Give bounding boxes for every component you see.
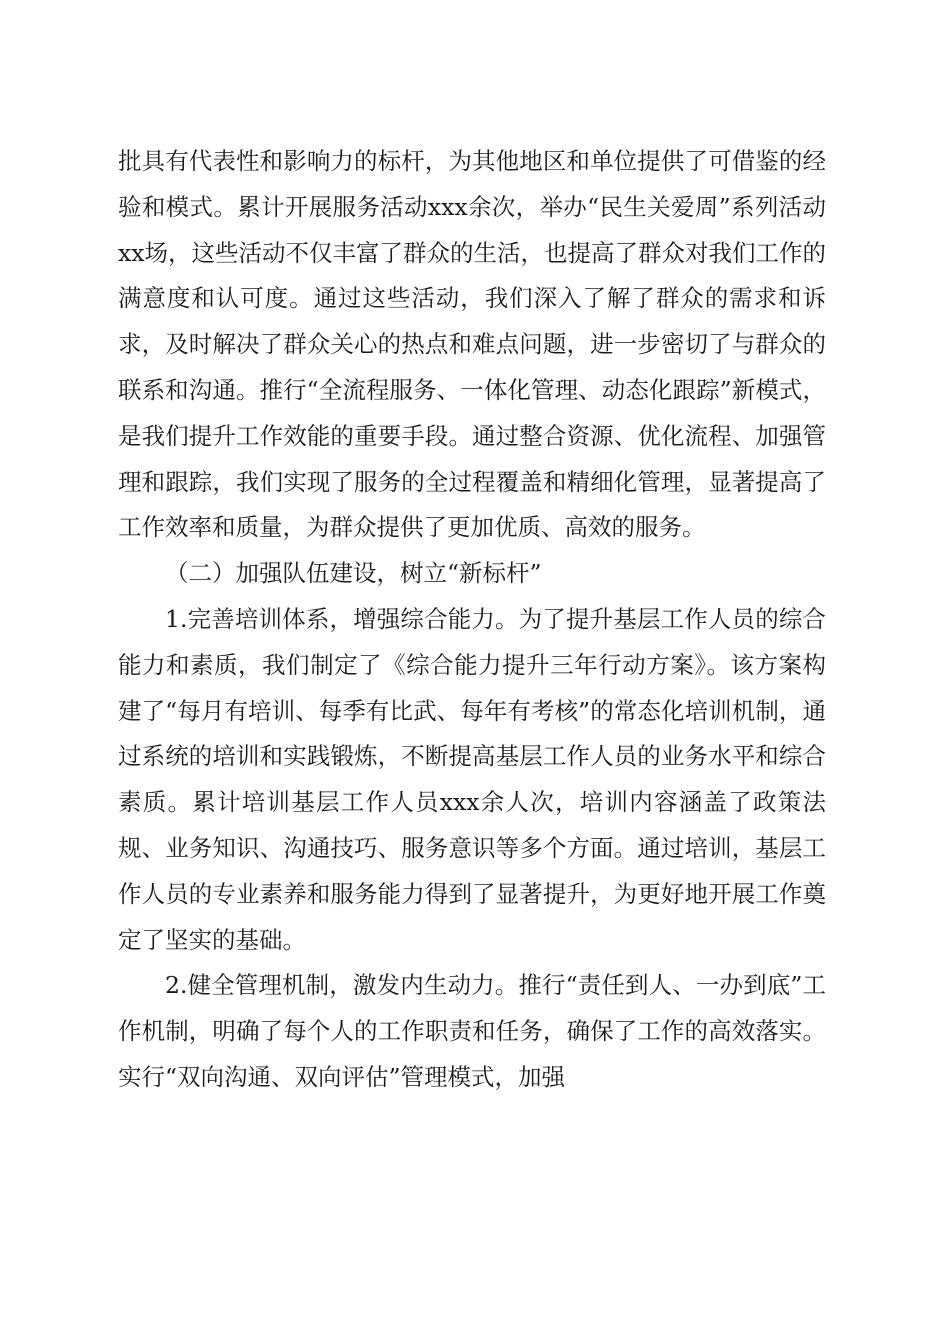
paragraph-management-mechanism: 2.健全管理机制，激发内生动力。推行“责任到人、一办到底”工作机制，明确了每个人的工作职责和任务，确保了工作的高效落实。实行“双向沟通、双向评估”管理模式，加强 xyxy=(118,971,826,1091)
document-body xyxy=(118,139,826,1101)
paragraph-training-system: 1.完善培训体系，增强综合能力。为了提升基层工作人员的综合能力和素质，我们制定了《综合能力提升三年行动方案》。该方案构建了“每月有培训、每季有比武、每年有考核”的常态化培训机制，通过系统的培训和实践锻炼，不断提高基层工作人员的业务水平和综合素质。累计培训基层工作人员xxx余人次，培训内容涵盖了政策法规、业务知识、沟通技巧、服务意识等多个方面。通过培训，基层工作人员的专业素养和服务能力得到了显著提升，为更好地开展工作奠定了坚实的基础。 xyxy=(118,604,826,954)
section-heading: （二）加强队伍建设，树立“新标杆” xyxy=(165,559,542,588)
paragraph-continuation: 批具有代表性和影响力的标杆，为其他地区和单位提供了可借鉴的经验和模式。累计开展服务活动xxx余次，举办“民生关爱周”系列活动xx场，这些活动不仅丰富了群众的生活，也提高了群众对我们工作的满意度和认可度。通过这些活动，我们深入了解了群众的需求和诉求，及时解决了群众关心的热点和难点问题，进一步密切了与群众的联系和沟通。推行“全流程服务、一体化管理、动态化跟踪”新模式，是我们提升工作效能的重要手段。通过整合资源、优化流程、加强管理和跟踪，我们实现了服务的全过程覆盖和精细化管理，显著提高了工作效率和质量，为群众提供了更加优质、高效的服务。 xyxy=(118,147,827,542)
